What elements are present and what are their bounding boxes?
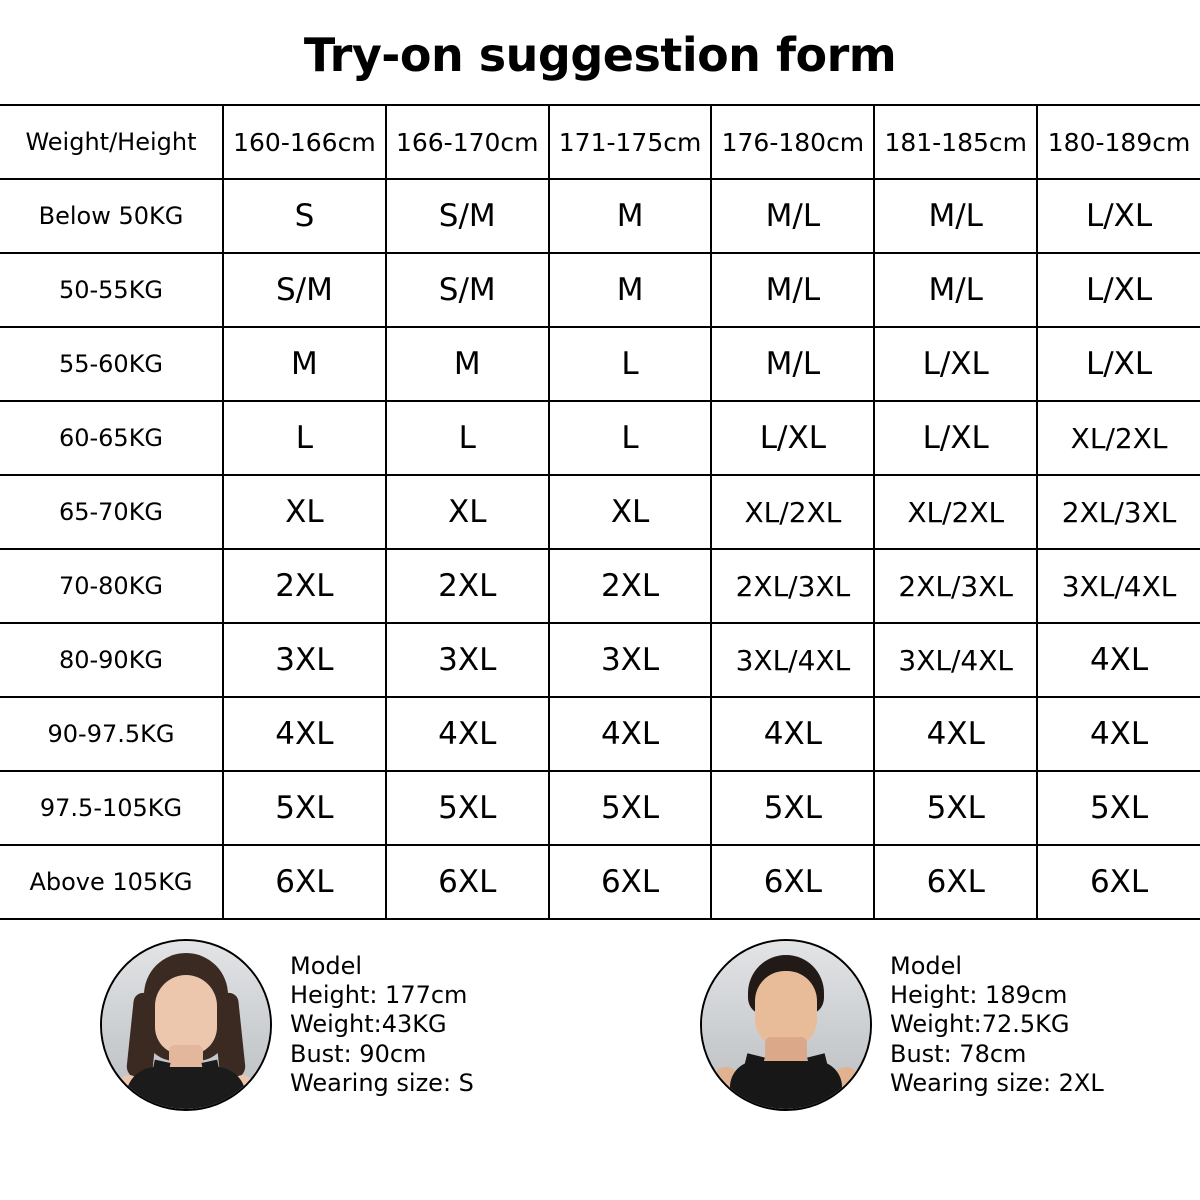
row-label: 90-97.5KG	[0, 697, 223, 771]
table-header	[0, 105, 1200, 179]
model-bust: Bust: 90cm	[290, 1039, 427, 1068]
size-cell: 3XL	[549, 623, 712, 697]
size-cell: M/L	[711, 327, 874, 401]
model-weight: Weight:43KG	[290, 1010, 447, 1039]
size-cell: 4XL	[874, 697, 1037, 771]
size-cell: 6XL	[223, 845, 386, 919]
size-cell: 4XL	[1037, 623, 1200, 697]
page-title: Try-on suggestion form	[303, 28, 897, 82]
female-model-block	[0, 920, 600, 1130]
size-cell: 3XL/4XL	[1037, 549, 1200, 623]
size-cell: M	[386, 327, 549, 401]
row-label: 65-70KG	[0, 475, 223, 549]
size-cell: 2XL/3XL	[1037, 475, 1200, 549]
model-wearing-size: Wearing size: S	[290, 1068, 474, 1097]
size-cell: 2XL	[386, 549, 549, 623]
model-height: Height: 177cm	[290, 981, 468, 1010]
size-cell: 3XL/4XL	[874, 623, 1037, 697]
size-cell: 4XL	[549, 697, 712, 771]
header-col-5: 180-189cm	[1037, 105, 1200, 179]
model-weight: Weight:72.5KG	[890, 1010, 1070, 1039]
size-cell: 3XL/4XL	[711, 623, 874, 697]
size-cell: L	[549, 327, 712, 401]
male-model-block	[600, 920, 1200, 1130]
size-cell: XL/2XL	[1037, 401, 1200, 475]
size-cell: 5XL	[1037, 771, 1200, 845]
size-cell: 5XL	[711, 771, 874, 845]
table-row	[0, 771, 1200, 845]
size-cell: 5XL	[386, 771, 549, 845]
size-cell: L/XL	[711, 401, 874, 475]
tank-top-shape	[730, 1061, 842, 1111]
size-cell: 5XL	[874, 771, 1037, 845]
size-cell: S/M	[223, 253, 386, 327]
size-cell: M/L	[711, 179, 874, 253]
size-cell: L/XL	[1037, 179, 1200, 253]
size-cell: 4XL	[386, 697, 549, 771]
size-cell: S/M	[386, 253, 549, 327]
size-cell: 4XL	[711, 697, 874, 771]
row-label: 97.5-105KG	[0, 771, 223, 845]
table-row	[0, 253, 1200, 327]
model-heading: Model	[290, 951, 363, 980]
table-row	[0, 549, 1200, 623]
table-row	[0, 697, 1200, 771]
model-heading: Model	[890, 951, 963, 980]
size-cell: S/M	[386, 179, 549, 253]
row-label: 55-60KG	[0, 327, 223, 401]
table-row	[0, 179, 1200, 253]
header-col-1: 166-170cm	[386, 105, 549, 179]
size-cell: 2XL	[223, 549, 386, 623]
size-cell: M	[223, 327, 386, 401]
table-row	[0, 623, 1200, 697]
male-model-info	[890, 952, 1104, 1098]
header-col-0: 160-166cm	[223, 105, 386, 179]
size-cell: 3XL	[223, 623, 386, 697]
size-cell: M	[549, 179, 712, 253]
size-cell: XL	[549, 475, 712, 549]
size-cell: 5XL	[223, 771, 386, 845]
size-cell: 4XL	[223, 697, 386, 771]
size-cell: 6XL	[874, 845, 1037, 919]
size-cell: L	[223, 401, 386, 475]
size-cell: 2XL/3XL	[711, 549, 874, 623]
size-cell: 6XL	[386, 845, 549, 919]
size-cell: 6XL	[1037, 845, 1200, 919]
model-wearing-size: Wearing size: 2XL	[890, 1068, 1104, 1097]
tank-top-shape	[126, 1067, 246, 1111]
size-cell: M/L	[711, 253, 874, 327]
size-cell: XL/2XL	[874, 475, 1037, 549]
size-cell: L/XL	[1037, 253, 1200, 327]
header-col-3: 176-180cm	[711, 105, 874, 179]
table-row	[0, 475, 1200, 549]
row-label: Below 50KG	[0, 179, 223, 253]
size-cell: XL	[223, 475, 386, 549]
size-cell: M/L	[874, 179, 1037, 253]
face-shape	[155, 975, 217, 1055]
size-cell: M	[549, 253, 712, 327]
model-section	[0, 920, 1200, 1130]
size-cell: 5XL	[549, 771, 712, 845]
model-height: Height: 189cm	[890, 981, 1068, 1010]
table-header-row	[0, 105, 1200, 179]
table-row	[0, 401, 1200, 475]
header-col-2: 171-175cm	[549, 105, 712, 179]
header-col-4: 181-185cm	[874, 105, 1037, 179]
row-label: 80-90KG	[0, 623, 223, 697]
size-cell: S	[223, 179, 386, 253]
size-cell: 2XL	[549, 549, 712, 623]
size-cell: XL/2XL	[711, 475, 874, 549]
size-cell: L	[386, 401, 549, 475]
size-cell: 6XL	[711, 845, 874, 919]
row-label: 70-80KG	[0, 549, 223, 623]
size-cell: M/L	[874, 253, 1037, 327]
size-cell: 4XL	[1037, 697, 1200, 771]
table-body	[0, 179, 1200, 919]
size-cell: L	[549, 401, 712, 475]
size-cell: 2XL/3XL	[874, 549, 1037, 623]
size-cell: 6XL	[549, 845, 712, 919]
size-table	[0, 104, 1200, 920]
male-model-photo	[700, 939, 872, 1111]
header-corner-label: Weight/Height	[0, 105, 223, 179]
female-model-photo	[100, 939, 272, 1111]
row-label: Above 105KG	[0, 845, 223, 919]
row-label: 60-65KG	[0, 401, 223, 475]
size-cell: 3XL	[386, 623, 549, 697]
size-cell: L/XL	[874, 401, 1037, 475]
size-cell: XL	[386, 475, 549, 549]
size-cell: L/XL	[874, 327, 1037, 401]
row-label: 50-55KG	[0, 253, 223, 327]
size-cell: L/XL	[1037, 327, 1200, 401]
model-bust: Bust: 78cm	[890, 1039, 1027, 1068]
female-model-info	[290, 952, 474, 1098]
table-row	[0, 327, 1200, 401]
table-row	[0, 845, 1200, 919]
